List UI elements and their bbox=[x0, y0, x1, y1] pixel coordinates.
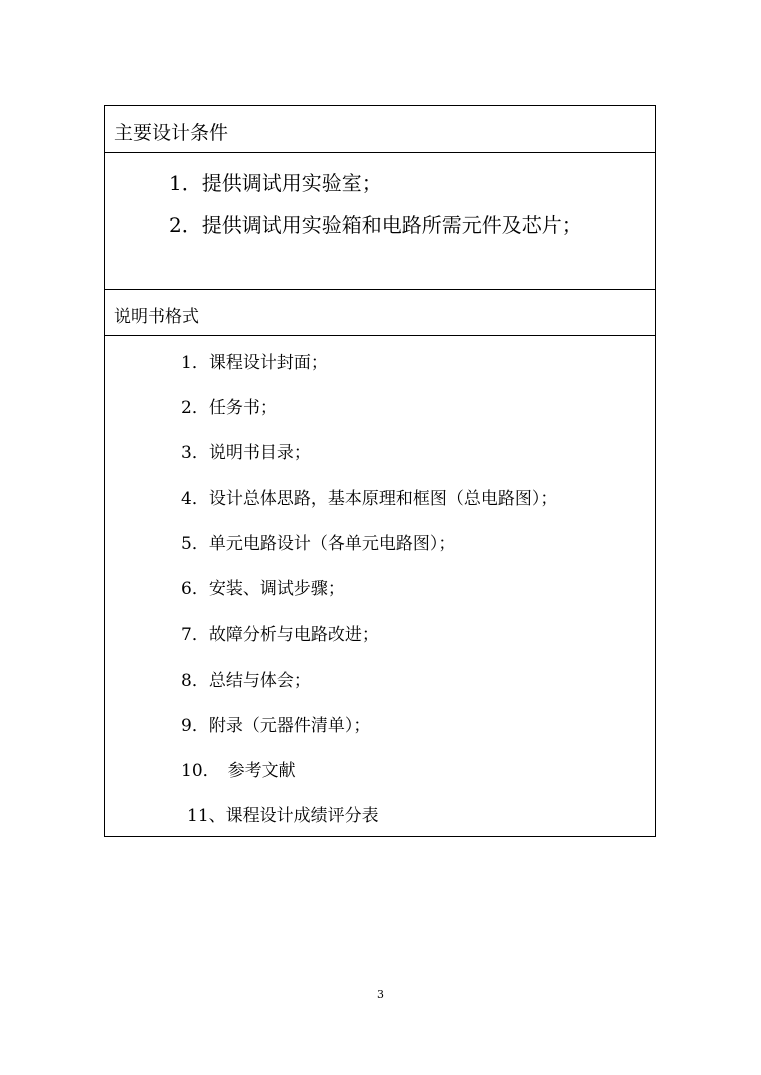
item-text: 总结与体会； bbox=[208, 671, 311, 691]
item-text: 附录（元器件清单）； bbox=[208, 716, 371, 736]
item-number: 5． bbox=[181, 534, 209, 554]
list-item bbox=[181, 529, 455, 554]
list-item bbox=[181, 711, 370, 736]
design-conditions-header bbox=[105, 106, 655, 153]
item-text: 故障分析与电路改进； bbox=[208, 625, 379, 645]
item-number: 6． bbox=[181, 579, 209, 599]
list-item bbox=[181, 348, 328, 373]
item-number: 2． bbox=[169, 213, 202, 237]
item-number: 8． bbox=[181, 671, 209, 691]
list-item bbox=[181, 574, 345, 599]
item-number: 9． bbox=[181, 716, 209, 736]
list-item bbox=[181, 484, 557, 509]
item-text: 参考文献 bbox=[227, 761, 296, 781]
list-item bbox=[181, 438, 311, 463]
item-text: 说明书目录； bbox=[208, 443, 311, 463]
design-conditions-title: 主要设计条件 bbox=[114, 122, 229, 144]
list-item bbox=[169, 167, 382, 196]
item-number: 7． bbox=[181, 625, 209, 645]
item-number: 10． bbox=[181, 761, 220, 781]
manual-format-title: 说明书格式 bbox=[114, 307, 199, 327]
list-item bbox=[187, 801, 379, 826]
item-number: 2． bbox=[181, 398, 209, 418]
list-item bbox=[181, 756, 296, 781]
item-text: 提供调试用实验箱和电路所需元件及芯片； bbox=[201, 213, 582, 237]
item-number: 1． bbox=[181, 353, 209, 373]
item-number: 11、 bbox=[187, 806, 226, 826]
list-item bbox=[181, 666, 311, 691]
page-number: 3 bbox=[377, 988, 384, 1001]
list-item bbox=[181, 620, 379, 645]
item-text: 安装、调试步骤； bbox=[208, 579, 345, 599]
item-number: 1． bbox=[169, 171, 202, 195]
manual-format-body bbox=[105, 336, 655, 836]
item-text: 设计总体思路，基本原理和框图（总电路图）； bbox=[208, 489, 558, 509]
item-number: 4． bbox=[181, 489, 209, 509]
design-conditions-body bbox=[105, 153, 655, 290]
item-text: 任务书； bbox=[208, 398, 277, 418]
item-text: 单元电路设计（各单元电路图）； bbox=[208, 534, 456, 554]
requirements-table bbox=[104, 105, 656, 837]
item-text: 提供调试用实验室； bbox=[201, 171, 382, 195]
item-text: 课程设计成绩评分表 bbox=[225, 806, 379, 826]
item-number: 3． bbox=[181, 443, 209, 463]
list-item bbox=[181, 393, 277, 418]
list-item bbox=[169, 209, 582, 238]
item-text: 课程设计封面； bbox=[208, 353, 328, 373]
manual-format-header bbox=[105, 290, 655, 336]
